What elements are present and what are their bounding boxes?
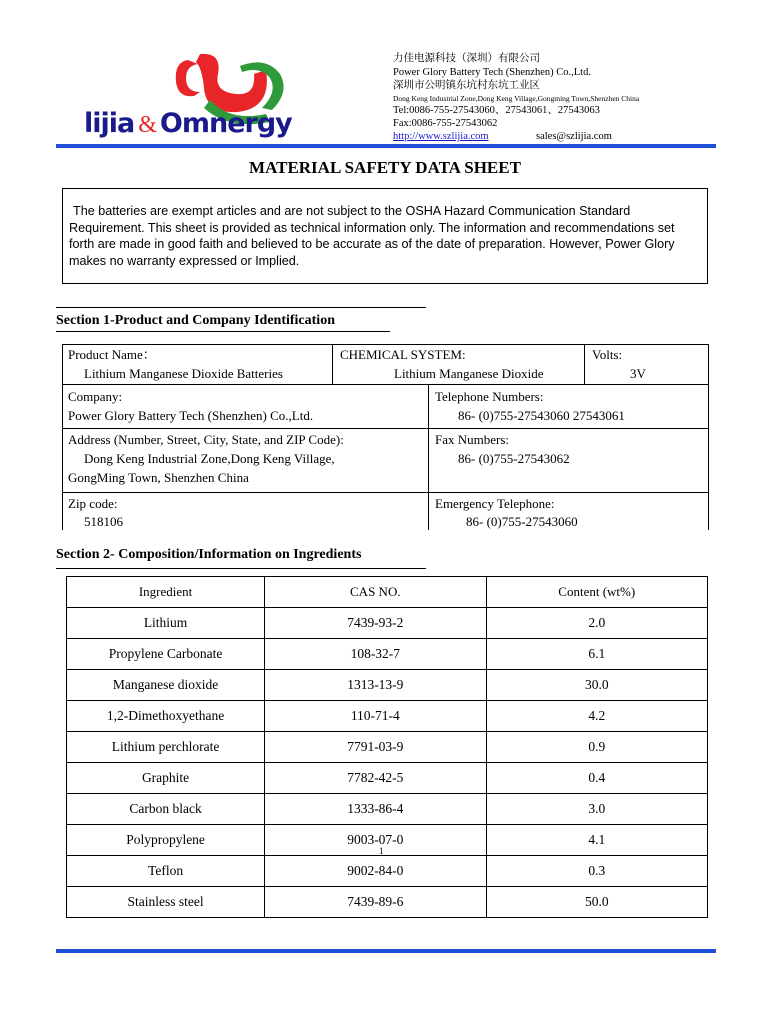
content-cell: 6.1 [486,639,708,670]
ingredient-cell: Lithium [67,608,265,639]
content-cell: 2.0 [486,608,708,639]
zip-label: Zip code: [68,496,118,511]
company-address-cn: 深圳市公明镇东坑村东坑工业区 [393,80,540,91]
ingredient-cell: Propylene Carbonate [67,639,265,670]
logo-brand-left: lijia [84,108,135,139]
address-label: Address (Number, Street, City, State, and ZIP Code): [68,432,344,447]
company-name-cn: 力佳电源科技（深圳）有限公司 [393,53,540,64]
table-row [67,887,708,918]
cas-cell: 9003-07-0 [265,825,486,856]
ingredient-cell: Carbon black [67,794,265,825]
header-ingredient: Ingredient [67,577,265,608]
cas-cell: 7439-89-6 [265,887,486,918]
content-cell: 4.2 [486,701,708,732]
address-line2: GongMing Town, Shenzhen China [68,470,249,485]
section1-title-underline [56,331,390,332]
cas-cell: 7782-42-5 [265,763,486,794]
ingredient-cell: 1,2-Dimethoxyethane [67,701,265,732]
emergency-value: 86- (0)755-27543060 [466,514,578,529]
content-cell: 30.0 [486,670,708,701]
logo-brand-right: Omnergy [159,108,292,139]
content-cell: 50.0 [486,887,708,918]
header-content: Content (wt%) [486,577,708,608]
cas-cell: 7791-03-9 [265,732,486,763]
volts-label: Volts: [592,347,623,362]
table-row [67,825,708,856]
company-value: Power Glory Battery Tech (Shenzhen) Co.,Ltd. [68,408,314,423]
section2-title: Section 2- Composition/Information on Ingredients [56,547,362,562]
cas-cell: 110-71-4 [265,701,486,732]
ingredient-cell: Stainless steel [67,887,265,918]
disclaimer-box [62,188,708,284]
content-cell: 0.4 [486,763,708,794]
ingredient-cell: Graphite [67,763,265,794]
fax-label: Fax Numbers: [435,432,510,447]
cas-cell: 9002-84-0 [265,856,486,887]
company-fax: Fax:0086-755-27543062 [393,118,498,129]
ingredient-cell: Manganese dioxide [67,670,265,701]
ingredient-cell: Polypropylene [67,825,265,856]
product-name-label: Product Name： [68,347,156,362]
chemical-system-label: CHEMICAL SYSTEM: [340,347,466,362]
table-row [67,856,708,887]
telephone-value: 86- (0)755-27543060 27543061 [458,408,625,423]
section1-box [62,344,708,530]
section1-title: Section 1-Product and Company Identification [56,313,335,328]
section2-title-underline [56,568,426,569]
ingredient-cell: Teflon [67,856,265,887]
content-cell: 0.3 [486,856,708,887]
cas-cell: 7439-93-2 [265,608,486,639]
table-row [67,794,708,825]
table-row [67,608,708,639]
chemical-system-value: Lithium Manganese Dioxide [394,366,544,381]
content-cell: 3.0 [486,794,708,825]
company-address-en: Dong Keng Industrial Zone,Dong Keng Village,Gongming Town,Shenzhen China [393,94,640,103]
cas-cell: 1313-13-9 [265,670,486,701]
table-row [67,763,708,794]
header-rule [56,144,716,148]
table-row [67,639,708,670]
table-row [67,732,708,763]
table-row [67,670,708,701]
ingredient-cell: Lithium perchlorate [67,732,265,763]
zip-value: 518106 [84,514,123,529]
fax-value: 86- (0)755-27543062 [458,451,570,466]
ingredients-table [66,576,708,918]
logo-ampersand: & [138,112,156,138]
table-row [67,701,708,732]
telephone-label: Telephone Numbers: [435,389,544,404]
content-cell: 4.1 [486,825,708,856]
section1-top-rule [56,307,426,308]
product-name-value: Lithium Manganese Dioxide Batteries [84,366,283,381]
content-cell: 0.9 [486,732,708,763]
cas-cell: 1333-86-4 [265,794,486,825]
volts-value: 3V [630,366,646,381]
emergency-label: Emergency Telephone: [435,496,555,511]
page-title: MATERIAL SAFETY DATA SHEET [249,158,521,177]
table-header-row [67,577,708,608]
footer-rule [56,949,716,953]
company-name-en: Power Glory Battery Tech (Shenzhen) Co.,Ltd. [393,67,591,78]
company-website-link[interactable]: http://www.szlijia.com [393,131,489,142]
company-logo [84,52,329,144]
company-tel: Tel:0086-755-27543060、27543061、27543063 [393,105,600,116]
company-email: sales@szlijia.com [536,131,612,142]
page-number: 1 [379,846,384,856]
cas-cell: 108-32-7 [265,639,486,670]
header-cas: CAS NO. [265,577,486,608]
disclaimer-text: The batteries are exempt articles and are not subject to the OSHA Hazard Communication Standard Requirement. This sheet is provided as technical information only. The information and recommendations set forth are made in good faith and believed to be accurate as of the date of preparation. However, Power Glory makes no warranty expressed or Implied. [69,204,675,268]
address-line1: Dong Keng Industrial Zone,Dong Keng Village, [84,451,335,466]
company-label: Company: [68,389,123,404]
